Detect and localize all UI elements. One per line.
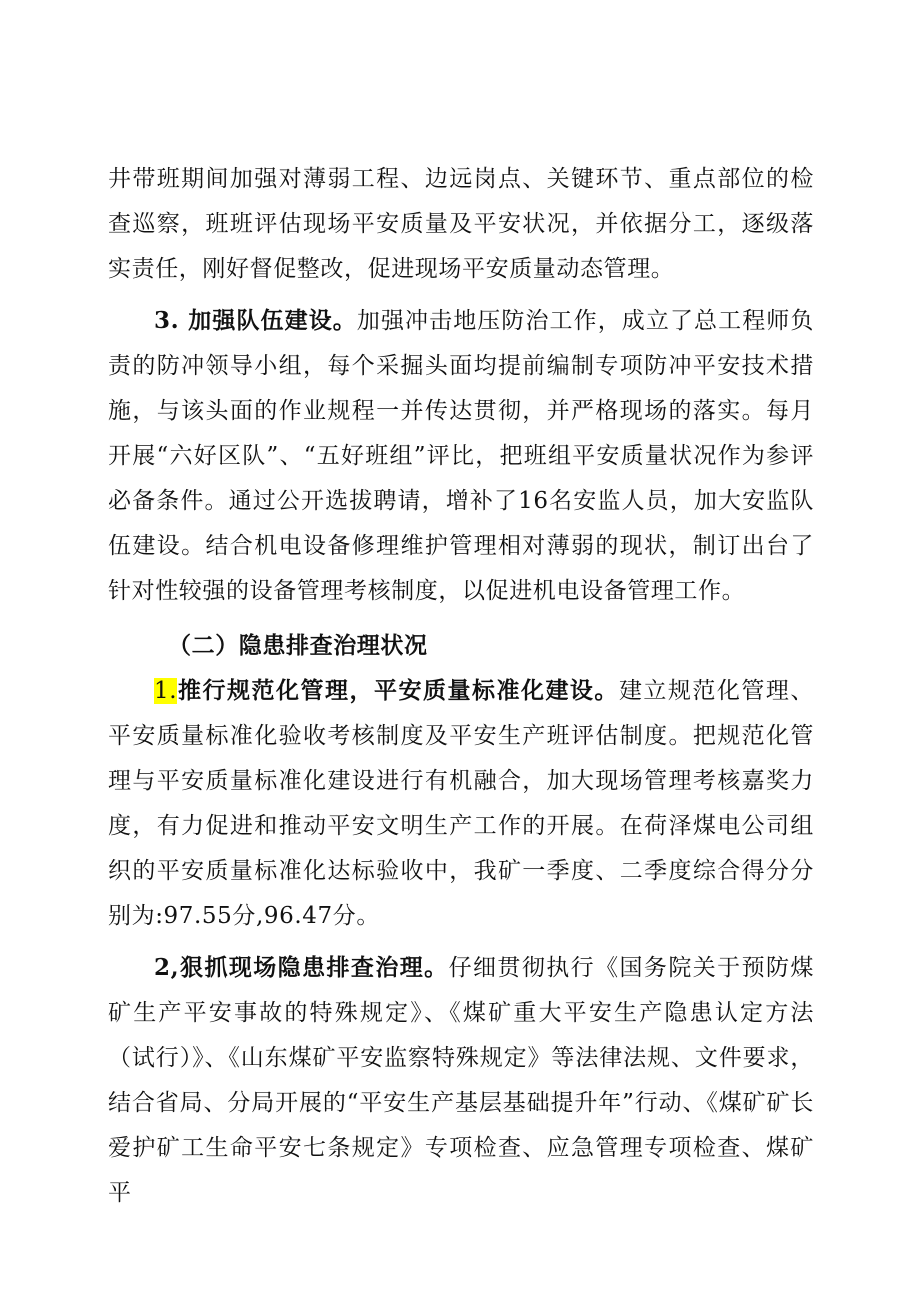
paragraph-lead-heading: 推行规范化管理，平安质量标准化建设。 bbox=[177, 677, 619, 704]
section-heading: （二）隐患排查治理状况 bbox=[168, 632, 428, 659]
paragraph-hazard-inspection bbox=[108, 945, 814, 1216]
paragraph-text: 加强冲击地压防治工作，成立了总工程师负责的防冲领导小组，每个采掘头面均提前编制专项防冲平安技术措施，与该头面的作业规程一并传达贯彻，并严格现场的落实。每月开展“六好区队”、“五好班组”评比，把班组平安质量状况作为参评必备条件。通过公开选拔聘请，增补了16名安监人员，加大安监队伍建设。结合机电设备修理维护管理相对薄弱的现状，制订出台了针对性较强的设备管理考核制度，以促进机电设备管理工作。 bbox=[108, 308, 814, 604]
paragraph-text: 井带班期间加强对薄弱工程、边远岗点、关键环节、重点部位的检查巡察，班班评估现场平安质量及平安状况，并依据分工，逐级落实责任，刚好督促整改，促进现场平安质量动态管理。 bbox=[108, 166, 814, 282]
paragraph-team-building bbox=[108, 298, 814, 614]
highlighted-number: 1. bbox=[154, 678, 178, 704]
paragraph-standardized-management bbox=[108, 668, 814, 939]
paragraph-text: 仔细贯彻执行《国务院关于预防煤矿生产平安事故的特殊规定》、《煤矿重大平安生产隐患认定方法（试行）》、《山东煤矿平安监察特殊规定》等法律法规、文件要求，结合省局、分局开展的“平安生产基层基础提升年”行动、《煤矿矿长爱护矿工生命平安七条规定》专项检查、应急管理专项检查、煤矿平 bbox=[108, 955, 815, 1206]
paragraph-lead-heading: 3. 加强队伍建设。 bbox=[154, 307, 357, 334]
paragraph-lead-heading: 2,狠抓现场隐患排查治理。 bbox=[154, 954, 449, 981]
paragraph-text: 建立规范化管理、平安质量标准化验收考核制度及平安生产班评估制度。把规范化管理与平安质量标准化建设进行有机融合，加大现场管理考核嘉奖力度，有力促进和推动平安文明生产工作的开展。在荷泽煤电公司组织的平安质量标准化达标验收中，我矿一季度、二季度综合得分分别为:97.55分,96.47分。 bbox=[108, 678, 814, 929]
paragraph-shift-inspection bbox=[108, 157, 814, 292]
